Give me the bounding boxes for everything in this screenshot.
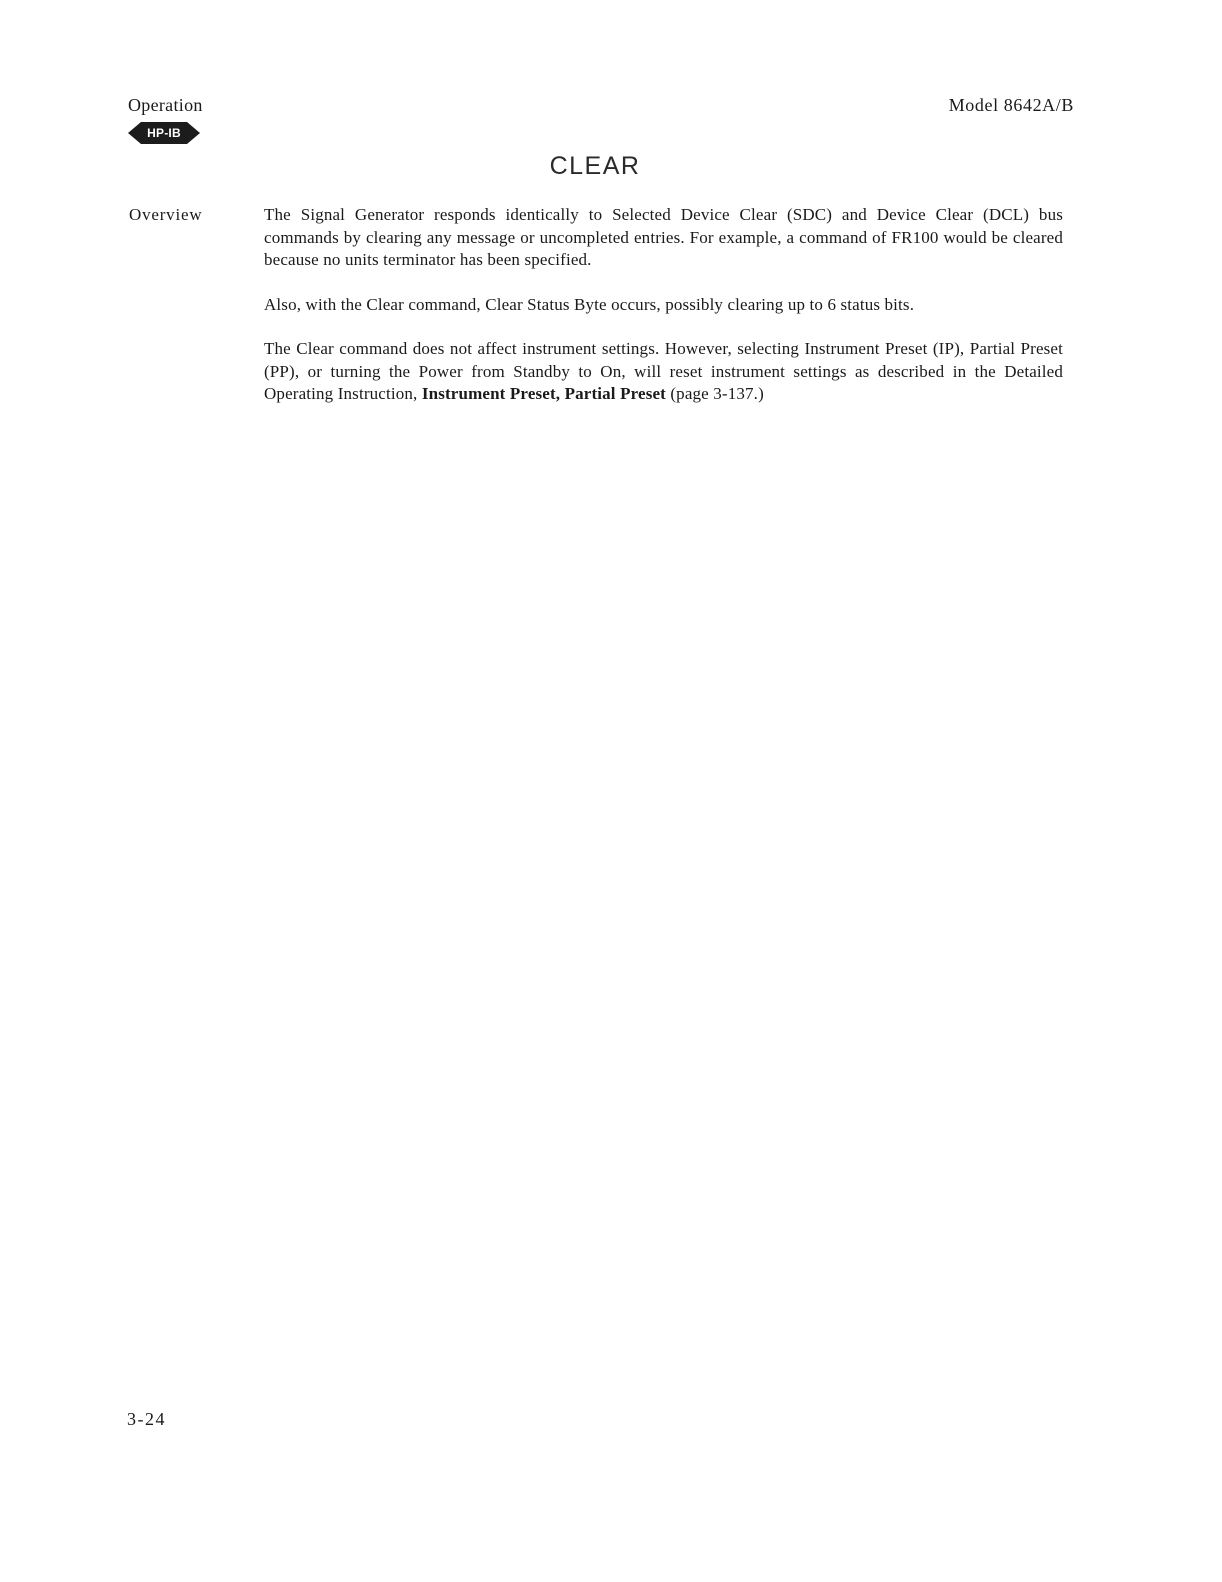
paragraph-2: Also, with the Clear command, Clear Status Byte occurs, possibly clearing up to 6 status bits.	[264, 294, 915, 314]
body-content	[264, 204, 1063, 428]
page-title: CLEAR	[549, 152, 641, 180]
overview-label: Overview	[129, 205, 203, 224]
paragraph-1: The Signal Generator responds identically to Selected Device Clear (SDC) and Device Clear (DCL) bus commands by clearing any message or uncompleted entries. For example, a command of FR100 would be cleared because no units terminator has been specified.	[264, 205, 1063, 269]
paragraph-3-end: (page 3-137.)	[665, 384, 764, 403]
paragraph-3	[264, 338, 1063, 406]
paragraph-3-bold: Instrument Preset, Partial Preset	[421, 384, 666, 403]
paragraph-3-start: The Clear command does not affect instrument settings. However, selecting Instrument Preset (IP), Partial Preset (PP), or turning the Power from Standby to On, will reset instrument settings as described in the Detailed Operating Instruction,	[264, 339, 1063, 403]
model-label: Model 8642A/B	[948, 95, 1074, 115]
hp-ib-icon	[128, 120, 200, 146]
hp-ib-badge-label: HP-IB	[147, 126, 181, 140]
section-label: Operation	[128, 95, 203, 115]
page-number: 3-24	[127, 1409, 166, 1429]
